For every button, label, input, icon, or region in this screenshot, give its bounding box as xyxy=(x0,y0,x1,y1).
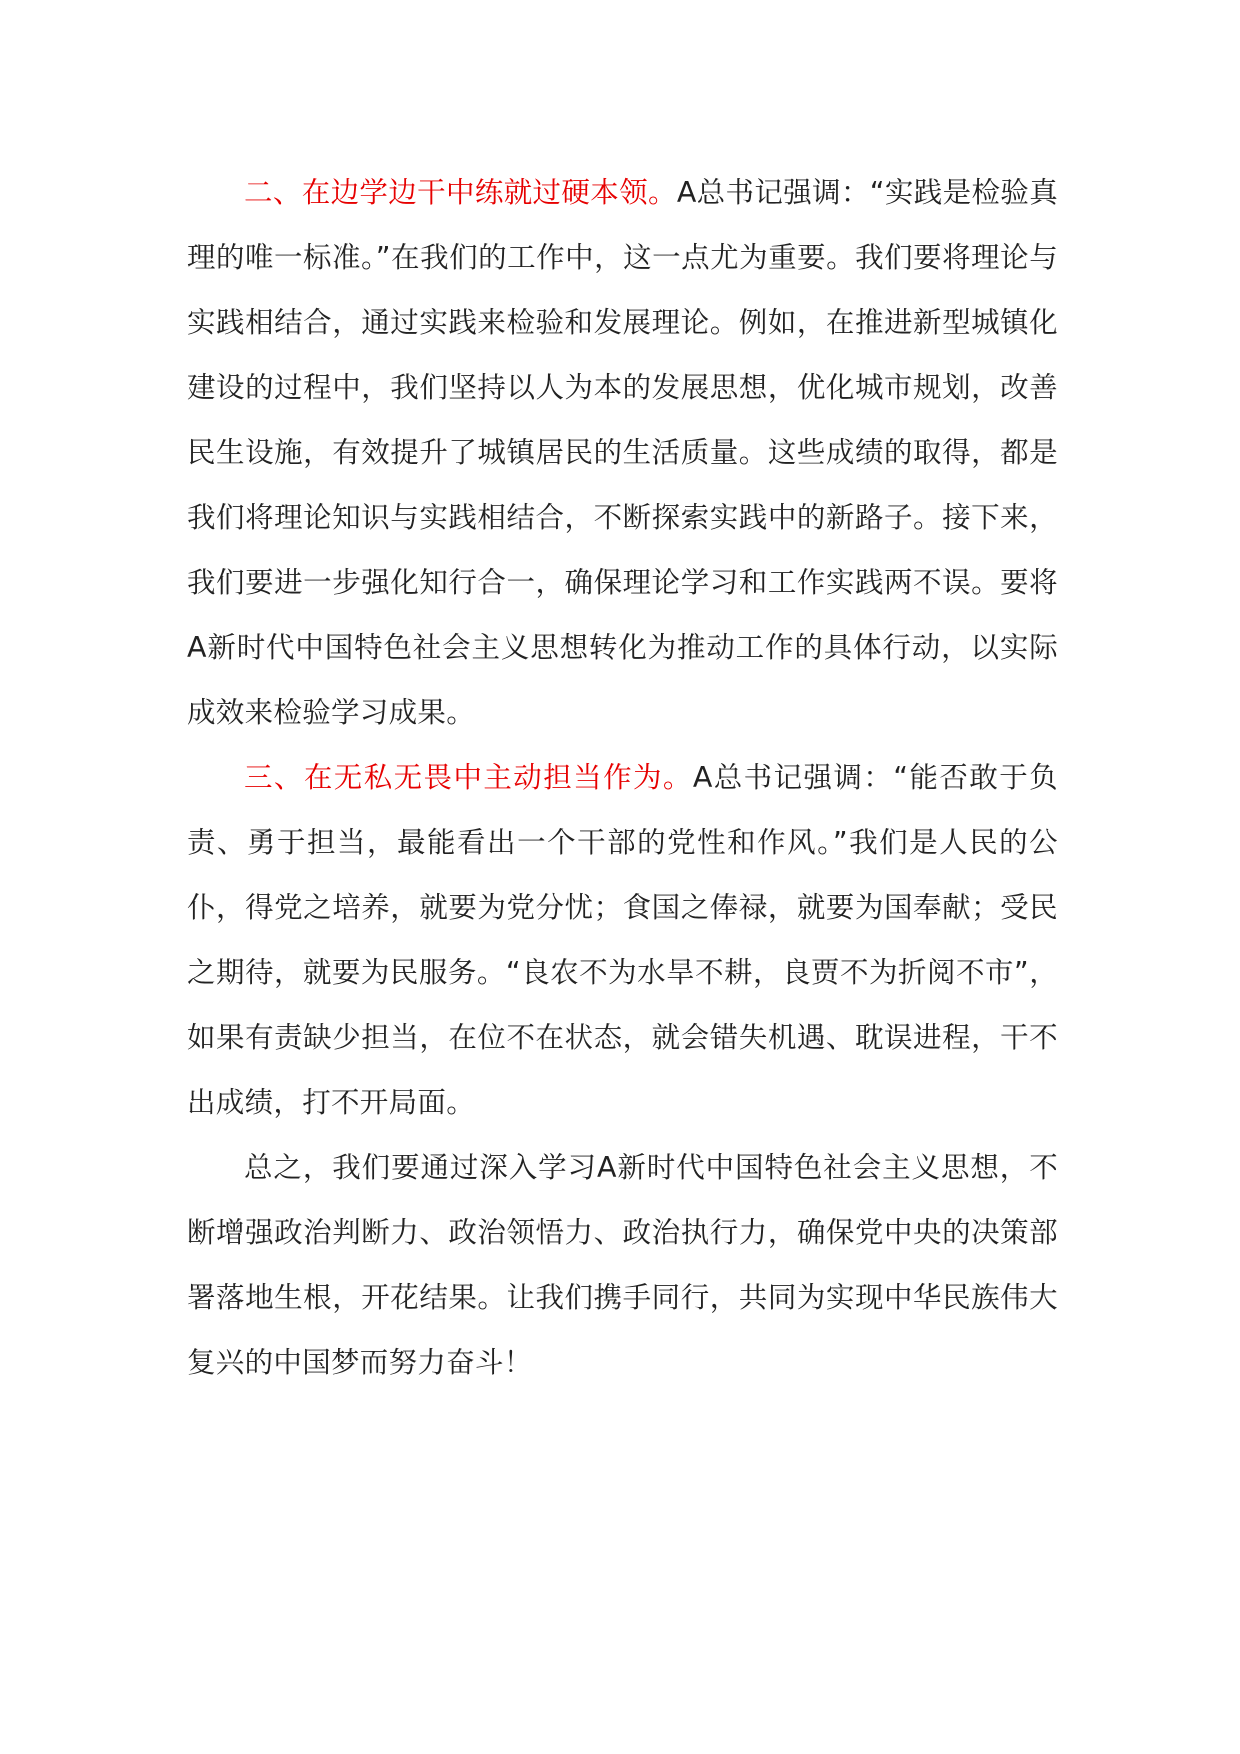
section-heading-two: 二、在边学边干中练就过硬本领。 xyxy=(244,176,677,209)
paragraph-body: A总书记强调：“实践是检验真理的唯一标准。”在我们的工作中，这一点尤为重要。我们要将理论与实践相结合，通过实践来检验和发展理论。例如，在推进新型城镇化建设的过程中，我们坚持以人为本的发展思想，优化城市规划，改善民生设施，有效提升了城镇居民的生活质量。这些成绩的取得，都是我们将理论知识与实践相结合，不断探索实践中的新路子。接下来，我们要进一步强化知行合一，确保理论学习和工作实践两不误。要将A新时代中国特色社会主义思想转化为推动工作的具体行动，以实际成效来检验学习成果。 xyxy=(187,176,1058,729)
paragraph-body: 总之，我们要通过深入学习A新时代中国特色社会主义思想，不断增强政治判断力、政治领悟力、政治执行力，确保党中央的决策部署落地生根，开花结果。让我们携手同行，共同为实现中华民族伟大复兴的中国梦而努力奋斗！ xyxy=(187,1151,1058,1379)
document-page xyxy=(187,160,1058,1395)
section-heading-three: 三、在无私无畏中主动担当作为。 xyxy=(244,761,693,794)
paragraph-responsibility xyxy=(187,745,1058,1135)
paragraph-body: A总书记强调：“能否敢于负责、勇于担当，最能看出一个干部的党性和作风。”我们是人民的公仆，得党之培养，就要为党分忧；食国之俸禄，就要为国奉献；受民之期待，就要为民服务。“良农不为水旱不耕，良贾不为折阅不市”，如果有责缺少担当，在位不在状态，就会错失机遇、耽误进程，干不出成绩，打不开局面。 xyxy=(187,761,1058,1119)
paragraph-practice xyxy=(187,160,1058,745)
paragraph-conclusion xyxy=(187,1135,1058,1395)
